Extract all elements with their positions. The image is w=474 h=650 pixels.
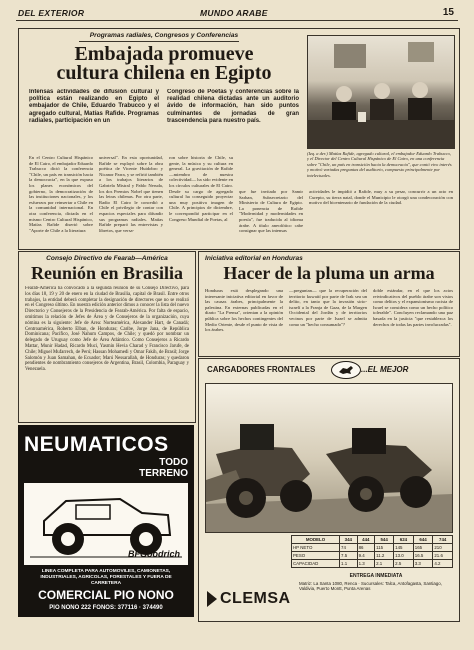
spec-cell: 2.1 [375,560,394,568]
spec-header: 344 [340,536,358,544]
neumaticos-subtitle-2: TERRENO [139,468,188,479]
embassy-conference-photo [307,35,455,149]
el-mejor-slogan: ...EL MEJOR [361,365,409,374]
spec-cell: 3.3 [413,560,433,568]
brasil-article [18,251,196,423]
brasil-kicker: Consejo Directivo de Fearab—América [46,255,168,262]
chile-article [18,28,460,250]
honduras-article [198,251,460,357]
photo-illustration [308,36,454,148]
chile-headline-1: Embajada promueve [74,43,254,65]
clemsa-ad[interactable] [198,358,460,622]
honduras-col-3: doble estándar, en el que los actos reivindicativos del pueblo árabe son vistos como delitos y el expansionismo racista de Israel se considera como un hecho político tolerable". Concluyen reclamando una paz basada en la justicia "que restablezca los derechos de todas las partes involucradas". [373,288,453,327]
brasil-headline: Reunión en Brasilia [30,263,184,283]
bfgoodrich-logo: BFGoodrich [128,549,180,559]
cargadores-title: CARGADORES FRONTALES [207,365,316,374]
spec-cell: 1.3 [357,560,375,568]
photo-caption: (Izq. a der.) Matías Rafide, agregado cultural, el embajador Eduardo Trabucco, y el Director del Centro Cultural Hispánico de El Cairo, en una conferencia sobre "Chile, un país en transición hacia la democracia", que contó vivo interés y motivó variadas preguntas del auditorio, compuesto principalmente por intelectuales. [307,151,452,178]
spec-cell: HP NETO [292,544,340,552]
chile-col-1: En el Centro Cultural Hispánico de El Cairo, el embajador Eduardo Trabucco dictó la conferencia "Chile, un país en transición hacia la democracia", en la que expuso los planes económicos del gobierno, la democratización de las instituciones nacionales, y los esfuerzos por reinsertar a Chile en la comunidad internacional. En otra conferencia, dictada en el mismo Centro Cultural Hispánico, Matías Rafide disertó sobre "Aporte de Chile a la literatura [29,155,93,233]
spec-cell: 13.0 [394,552,414,560]
spec-header: 444 [357,536,375,544]
dealers-heading: ENTREGA INMEDIATA [349,573,403,579]
neumaticos-subtitle-1: TODO [159,457,188,468]
chile-kicker: Programas radiales, Congresos y Conferencias [89,32,239,39]
clemsa-arrow-icon [207,591,217,607]
spec-cell: 145 [394,544,414,552]
neumaticos-contact: PIO NONO 222 FONOS: 377116 · 374490 [49,605,163,611]
spec-header: MODELO [292,536,340,544]
spec-cell: 9.4 [357,552,375,560]
spec-header-row [292,536,453,544]
spec-cell: 4.2 [433,560,453,568]
loaders-spec-table [291,535,453,568]
chile-col-4: que fue invitado por Samir Sarhan, Subsecretario del Ministerio de Cultura de Egipto. La ponencia de Rafide "Modernidad y modernidades en poesía", fue traducida al idioma árabe. A título anecdótico cabe consignar que las intensas [239,189,303,234]
front-loader-illustration [206,384,452,532]
neumaticos-tagline: LINEA COMPLETA PARA AUTOMOVILES, CAMIONETAS, INDUSTRIALES, AGRICOLAS, FORESTALES Y FUERA DE CARRETERA [40,569,172,586]
spec-cell: 86 [357,544,375,552]
spec-cell: 2.5 [394,560,414,568]
chile-col-2: universal". En esta oportunidad, Rafide se explayó sobre la obra poética de Vicente Huidobro y Nicanor Parra, y se refirió también a los trabajos literarios de Gabriela Mistral y Pablo Neruda, los dos Premios Nobel que tienen las letras chilenas. Por otra parte, Radio El Cairo le concedió a Chile el privilegio de contar con espacios especiales para difundir sus programas radiales. Matías Rafide preparó las entrevistas y libretos, que versa- [99,155,163,233]
honduras-col-2: —preguntan— que la recuperación del territorio kuwaití por parte de Irak sea un delito, en tanto que la invasión sirio-israelí a la Franja de Gaza, de la Margen Occidental del Jordán y de territorios vecinos por parte de Israel se admita como un "hecho consumado"? [289,288,367,327]
honduras-kicker: Iniciativa editorial en Honduras [205,255,303,262]
chile-headline-2: cultura chilena en Egipto [56,62,272,84]
chile-deck-right: Congreso de Poetas y conferencias sobre la realidad chilena dictadas ante un auditorio ávido de información, han sido puntos culminantes de jornadas de gran trascendencia para nuestro país. [167,89,299,124]
spec-cell: 1.1 [340,560,358,568]
spec-row [292,544,453,552]
spec-row [292,560,453,568]
spec-cell: 74 [340,544,358,552]
spec-header: 544 [375,536,394,544]
honduras-headline: Hacer de la pluma un arma [223,263,435,283]
deer-icon [332,362,360,378]
spec-header: 624 [394,536,414,544]
spec-cell: 165 [413,544,433,552]
header-rule [16,20,458,21]
page-number: 15 [442,7,454,18]
spec-cell: CAPACIDAD [292,560,340,568]
spec-cell: 210 [433,544,453,552]
section-label: DEL EXTERIOR [18,8,85,18]
spec-row [292,552,453,560]
loaders-photo [205,383,453,533]
honduras-col-1: Honduras está desplegando una interesante iniciativa editorial en favor de las causas árabes, principalmente la palestina. En externas publicadas en el diario "La Prensa", orientan a la opinión pública sobre los hechos contingentes del Medio Oriente, desde el punto de vista de los árabes. [205,288,283,333]
spec-cell: PESO [292,552,340,560]
spec-header: 644 [413,536,433,544]
spec-cell: 21.6 [433,552,453,560]
spec-cell: 11.2 [375,552,394,560]
brasil-body: Fearab-América ha convocado a la segunda reunión de su Consejo Directivo, para los días 18, 19 y 20 de enero en la ciudad de Brasilia, capital de Brasil. Entre otros trabajos, la entidad deberá completar la designación de directores que no se realizó en el Congreso último. En nuestra edición anterior dimos a conocer la lista del nuevo Directorio y Consejeros de la Presidencia de Fearab-América. Por falta de espacio, omitimos la relación de Jefes de Área y de Consejeros de la organización, cuya nómina es la siguiente: Jefe de Area: Norteamérica, Alexander Hart, de Canadá; Centroamérica, Roberto Elban, de Honduras; Caribe, Jorge Jana, de República Dominicana; Pacífico, José Nahum Campos, de Chile; y quedó por nombrar un delegado de Uruguay como Jefe de Área Atlántico. Como Consejeros a Ricardo Mattar, Munir Hadad, Ricardo Muci, Yasmin Hevia Charad y Francisco Jarufe, de Chile; Miguel Mufarrech, de Perú; Hassan Mohamedi y Omar Fakih, de Brasil; Jorge Salomón y Juan Samahan, de Ecuador; Marú Nessarallah, de Honduras; y quedaron pendientes de nombramiento consejeros de Argentina, Brasil, Colombia, Paraguay y Venezuela. [25,286,189,373]
spec-cell: 16.5 [413,552,433,560]
neumaticos-ad[interactable] [18,425,194,617]
kicker-rule [79,41,239,42]
spec-cell: 7.5 [340,552,358,560]
tire-illustration-card [24,483,188,565]
chile-deck-left: Intensas actividades de difusión cultural y política están realizando en Egipto el embajador de Chile, Eduardo Trabucco y el agregado cultural, Matías Rafide. Programas radiales, participación en un [29,89,159,124]
chile-col-3: ron sobre historia de Chile, su gente, la música y su cultura en general. La gravitación de Rafide —miembro de nuestra colectividad— ha sido evidente en los círculos culturales de El Cairo. Desde su cargo de agregado cultural ha conseguido proyectar una muy positiva imagen de Chile. A principios de diciembre, le correspondió participar en el Congreso Mundial de Poetas, al [169,155,233,222]
spec-cell: 115 [375,544,394,552]
comercial-pio-nono: COMERCIAL PIO NONO [38,588,174,602]
spec-header: 744 [433,536,453,544]
clemsa-company: CLEMSA [220,590,291,607]
clemsa-logo [207,585,293,613]
dealers-list: Matriz: La Santa 1080, Renca · Sucursales: Talca, Antofagasta, Santiago, Valdivia, Puerto Montt, Punta Arenas [299,581,442,592]
publication-name: MUNDO ARABE [200,8,268,18]
john-deere-badge [331,361,361,379]
chile-col-5: actividades le impidió a Rafide, muy a su pesar, concurrir a un acto en Curepto, su tierra natal, donde el Municipio le otorgó una condecoración con motivo del bicentenario de fundación de la ciudad. [309,189,453,206]
neumaticos-title: NEUMATICOS [24,433,169,456]
